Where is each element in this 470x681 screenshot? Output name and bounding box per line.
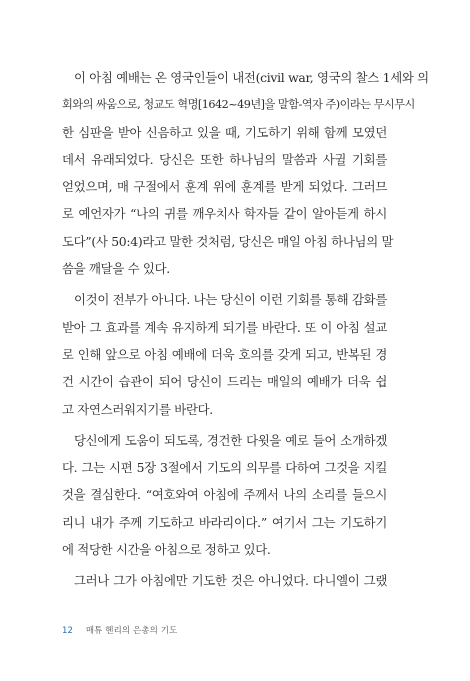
paragraph-line: 씀을 깨달을 수 있다. bbox=[62, 261, 170, 277]
page-number: 12 bbox=[62, 626, 74, 636]
paragraph-line: 회와의 싸움으로, 청교도 혁명[1642~49년]을 말함-역자 주)이라는 무시무시 bbox=[62, 98, 415, 112]
paragraph-line: 로 예언자가 “나의 귀를 깨우치사 학자들 같이 알아듣게 하시 bbox=[62, 206, 387, 222]
paragraph-line: 한 심판을 받아 신음하고 있을 때, 기도하기 위해 함께 모였던 bbox=[62, 124, 387, 140]
paragraph-line: 에 적당한 시간을 아침으로 정하고 있다. bbox=[62, 542, 271, 558]
running-title: 매튜 헨리의 은총의 기도 bbox=[85, 626, 178, 636]
paragraph-line: 것을 결심한다. “여호와여 아침에 주께서 나의 소리를 들으시 bbox=[62, 487, 387, 503]
paragraph-line: 다. 그는 시편 5장 3절에서 기도의 의무를 다하여 그것을 지킬 bbox=[62, 460, 387, 476]
paragraph-line: 데서 유래되었다. 당신은 또한 하나님의 말씀과 사귈 기회를 bbox=[62, 151, 387, 167]
body-text bbox=[62, 64, 429, 595]
paragraph-line: 이것이 전부가 아니다. 나는 당신이 이런 기회를 통해 감화를 bbox=[74, 292, 387, 308]
paragraph-line: 도다”(사 50:4)라고 말한 것처럼, 당신은 매일 아침 하나님의 말 bbox=[62, 233, 394, 249]
paragraph-line: 그러나 그가 아침에만 기도한 것은 아니었다. 다니엘이 그랬 bbox=[74, 573, 387, 589]
paragraph-line: 얻었으며, 매 구절에서 훈계 위에 훈계를 받게 되었다. 그러므 bbox=[62, 179, 387, 195]
paragraph-line: 로 인해 앞으로 아침 예배에 더욱 호의를 갖게 되고, 반복된 경 bbox=[62, 346, 387, 362]
page-footer bbox=[62, 624, 177, 636]
paragraph-line: 건 시간이 습관이 되어 당신이 드리는 매일의 예배가 더욱 쉽 bbox=[62, 374, 387, 390]
paragraph-line: 고 자연스러워지기를 바란다. bbox=[62, 401, 213, 417]
paragraph-line: 리니 내가 주께 기도하고 바라리이다.” 여기서 그는 기도하기 bbox=[62, 514, 387, 530]
paragraph-line: 당신에게 도움이 되도록, 경건한 다윗을 예로 들어 소개하겠 bbox=[74, 432, 387, 448]
paragraph-line: 이 아침 예배는 온 영국인들이 내전(civil war, 영국의 찰스 1세와 의 bbox=[74, 70, 429, 85]
paragraph-line: 받아 그 효과를 계속 유지하게 되기를 바란다. 또 이 아침 설교 bbox=[62, 319, 387, 335]
